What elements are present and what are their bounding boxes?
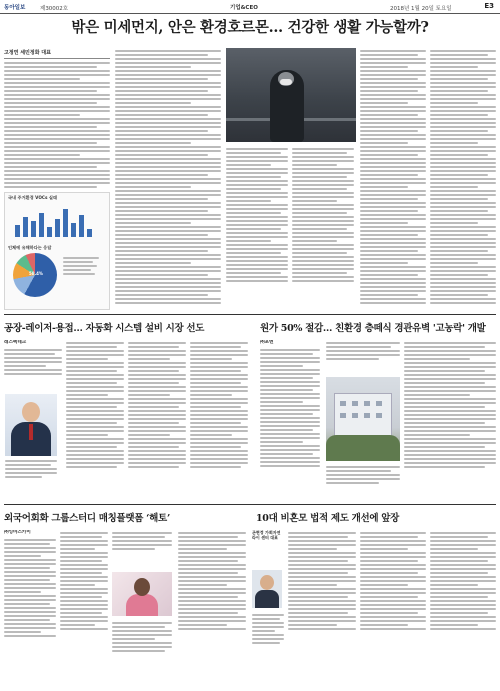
- vocs-chart: [4, 192, 110, 310]
- lead-text-col-1: [4, 60, 110, 190]
- bar: [63, 209, 68, 237]
- article2-col-3: [128, 340, 186, 500]
- section-title: 기업&CEO: [230, 5, 258, 11]
- article3-col-2a: [326, 340, 400, 374]
- lead-text-col-4: [292, 146, 354, 310]
- bar-group: [13, 207, 105, 237]
- page-header: [0, 0, 500, 14]
- bar: [47, 227, 52, 237]
- bar: [39, 213, 44, 237]
- section-divider: [4, 504, 496, 505]
- article5-byline: 곤현정 가회자연라이 센터 대표: [252, 530, 281, 540]
- lead-text-col-6: [430, 48, 496, 310]
- bar: [79, 215, 84, 237]
- page-number: E3: [484, 2, 494, 10]
- article2-intro: [4, 340, 62, 394]
- article5-col-2: [288, 530, 356, 686]
- article4-headline: 외국어회화 그룹스터디 매칭플랫폼 ‘해토’: [4, 513, 170, 524]
- article2-col-2: [66, 340, 124, 500]
- bar: [15, 225, 20, 237]
- lead-photo: [226, 48, 356, 142]
- bar: [23, 217, 28, 237]
- article2-headline: 공장-레이저-용접… 자동화 시스템 설비 시장 선도: [4, 323, 205, 334]
- main-headline: 밖은 미세먼지, 안은 환경호르몬… 건강한 생활 가능할까?: [71, 19, 429, 36]
- bar: [55, 219, 60, 237]
- article3-col-1: [260, 340, 320, 500]
- lead-text-col-3: [226, 146, 288, 310]
- article2-col-1b: [5, 458, 57, 498]
- article2-byline: 레스펙테크: [4, 340, 27, 345]
- lead-byline-box: [4, 49, 110, 59]
- article4-col-1: [4, 530, 56, 686]
- article4-photo: [112, 572, 172, 616]
- article3-col-2b: [326, 464, 400, 500]
- newspaper-logo: 동아일보: [4, 5, 26, 11]
- lead-text-col-5: [360, 48, 426, 310]
- bar: [87, 229, 92, 237]
- issue-number: 제30002호: [40, 6, 69, 12]
- article4-col-4: [178, 530, 246, 686]
- article5-col-1b: [252, 612, 284, 686]
- section-divider: [4, 314, 496, 315]
- bar: [31, 221, 36, 237]
- article5-col-3: [360, 530, 426, 686]
- bar: [71, 223, 76, 237]
- article3-photo: [326, 377, 400, 461]
- pie-title: 인체에 유해하다는 응답: [8, 245, 52, 250]
- article4-col-3b: [112, 620, 172, 686]
- article5-byline-box: [252, 530, 284, 568]
- article3-byline: ㈜포엔: [260, 340, 274, 345]
- chart-title: 국내 주거환경 VOCs 실태: [8, 195, 58, 200]
- article3-headline: 원가 50% 절감… 친환경 층떼식 경관유벽 '고농락' 개발: [260, 323, 486, 334]
- article4-col-2: [60, 530, 108, 686]
- lead-byline: 고정연 세민정화 대표: [4, 49, 110, 59]
- article5-photo: [252, 570, 282, 608]
- article5-headline: 10대 비혼모 법적 제도 개선에 앞장: [256, 513, 400, 524]
- article3-col-3: [404, 340, 496, 500]
- pie-value-label: 58.4%: [29, 271, 43, 276]
- article2-photo: [5, 394, 57, 456]
- lead-text-col-2: [115, 48, 221, 310]
- article2-col-4: [190, 340, 248, 500]
- article4-col-3a: [112, 530, 172, 570]
- issue-date: 2018년 1월 20일 토요일: [390, 6, 452, 12]
- pie-legend: [63, 255, 99, 277]
- article5-col-4: [430, 530, 496, 686]
- article4-byline: ㈜잉마스카이: [4, 530, 31, 535]
